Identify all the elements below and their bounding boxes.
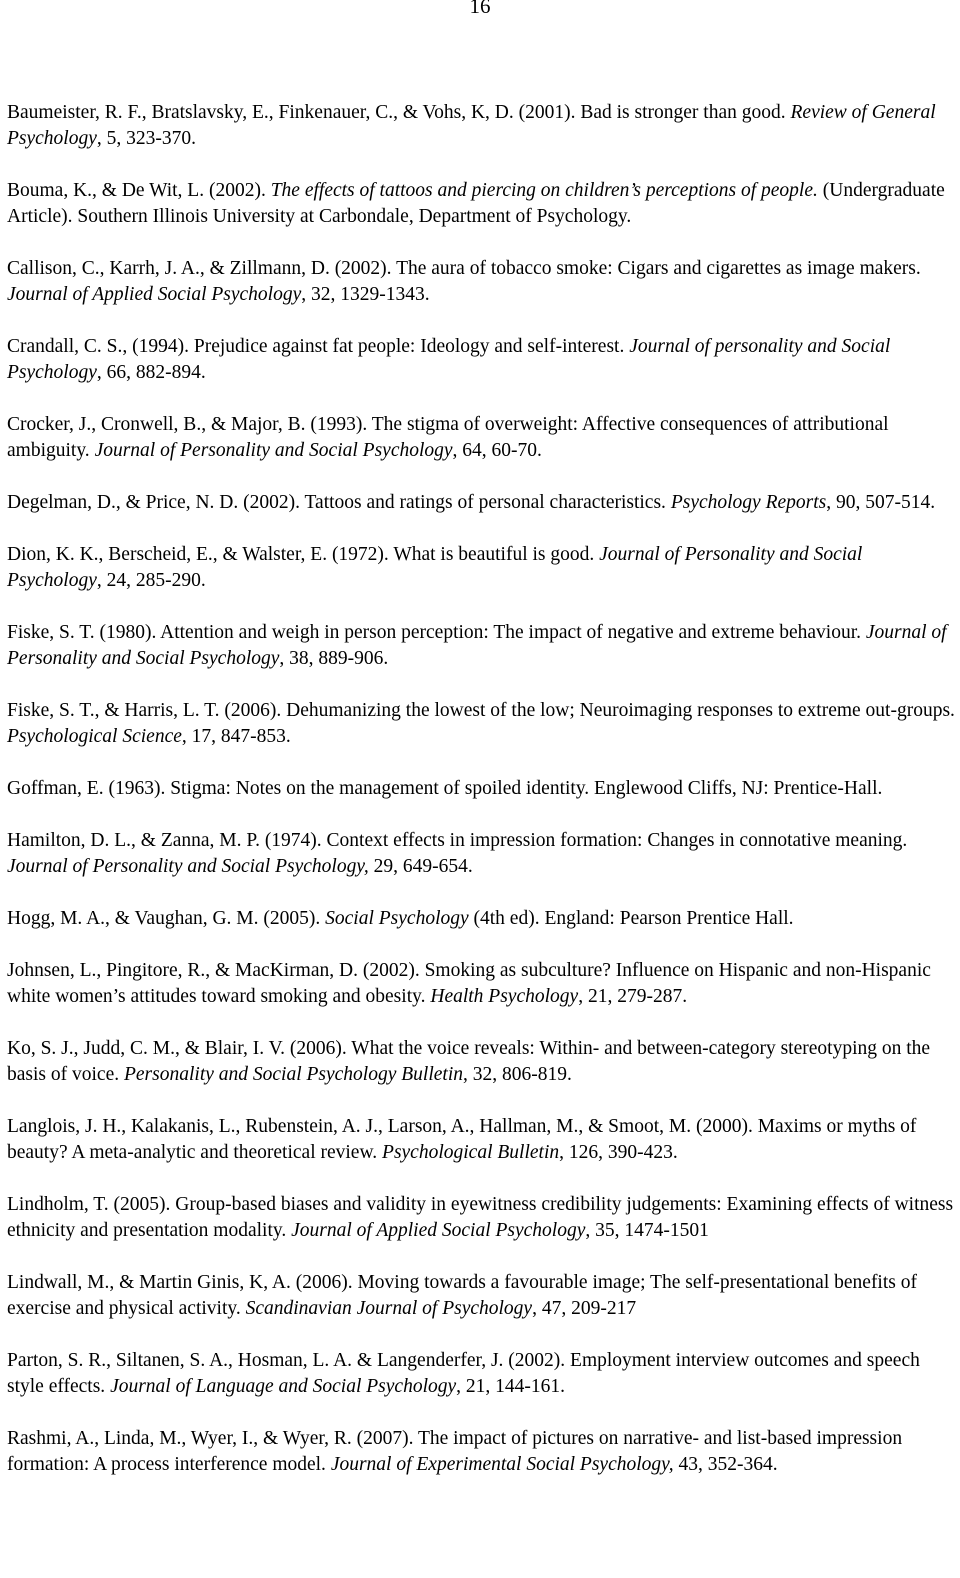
reference-text: Hogg, M. A., & Vaughan, G. M. (2005). bbox=[7, 908, 326, 929]
reference-details: , 64, 60-70. bbox=[452, 440, 542, 461]
journal-title: Journal of Personality and Social Psychology bbox=[94, 440, 453, 461]
reference-details: 29, 649-654. bbox=[368, 856, 473, 877]
reference-details: 43, 352-364. bbox=[673, 1454, 778, 1475]
reference-text: Langlois, J. H., Kalakanis, L., Rubenstein, A. J., Larson, A., Hallman, M., & Smoot, M. (2000). Maxims or myths of beauty? A meta-analytic and theoretical review. bbox=[7, 1116, 917, 1163]
journal-title: Journal of Personality and Social Psychology, bbox=[7, 856, 369, 877]
reference-details: , 90, 507-514. bbox=[826, 492, 936, 513]
reference-details: , 38, 889-906. bbox=[279, 648, 389, 669]
reference-entry bbox=[7, 958, 957, 1010]
reference-details: , 32, 1329-1343. bbox=[301, 284, 430, 305]
reference-details: , 126, 390-423. bbox=[559, 1142, 678, 1163]
reference-text: Crandall, C. S., (1994). Prejudice against fat people: Ideology and self-interest. bbox=[7, 336, 630, 357]
reference-details: , 66, 882-894. bbox=[96, 362, 206, 383]
journal-title: Journal of Applied Social Psychology bbox=[7, 284, 302, 305]
reference-entry bbox=[7, 1114, 957, 1166]
reference-entry bbox=[7, 1270, 957, 1322]
reference-entry bbox=[7, 906, 957, 932]
reference-text: Bouma, K., & De Wit, L. (2002). bbox=[7, 180, 271, 201]
reference-text: Fiske, S. T., & Harris, L. T. (2006). Dehumanizing the lowest of the low; Neuroimaging responses to extreme out-groups. bbox=[7, 700, 955, 721]
reference-entry bbox=[7, 698, 957, 750]
journal-title: Health Psychology bbox=[430, 986, 579, 1007]
reference-text: Johnsen, L., Pingitore, R., & MacKirman, D. (2002). Smoking as subculture? Influence on Hispanic and non-Hispanic white women’s attitudes toward smoking and obesity. bbox=[7, 960, 931, 1007]
reference-text: Ko, S. J., Judd, C. M., & Blair, I. V. (2006). What the voice reveals: Within- and between-category stereotyping on the basis of voice. bbox=[7, 1038, 931, 1085]
reference-text: Baumeister, R. F., Bratslavsky, E., Finkenauer, C., & Vohs, K, D. (2001). Bad is stronger than good. bbox=[7, 102, 791, 123]
page-number: 16 bbox=[469, 0, 491, 18]
journal-title: Journal of Experimental Social Psychology, bbox=[330, 1454, 674, 1475]
journal-title: The effects of tattoos and piercing on children’s perceptions of people. bbox=[270, 180, 818, 201]
reference-entry bbox=[7, 490, 957, 516]
reference-list bbox=[7, 100, 957, 1478]
reference-entry bbox=[7, 256, 957, 308]
reference-text: Parton, S. R., Siltanen, S. A., Hosman, L. A. & Langenderfer, J. (2002). Employment interview outcomes and speech style effects. bbox=[7, 1350, 920, 1397]
reference-text: Lindholm, T. (2005). Group-based biases and validity in eyewitness credibility judgements: Examining effects of witness ethnicity and presentation modality. bbox=[7, 1194, 954, 1241]
journal-title: Journal of Personality and Social Psychology bbox=[7, 544, 863, 591]
reference-text: Fiske, S. T. (1980). Attention and weigh in person perception: The impact of negative and extreme behaviour. bbox=[7, 622, 866, 643]
reference-details: , 21, 144-161. bbox=[456, 1376, 566, 1397]
reference-entry bbox=[7, 1036, 957, 1088]
reference-entry bbox=[7, 1426, 957, 1478]
reference-entry bbox=[7, 828, 957, 880]
reference-text: Goffman, E. (1963). Stigma: Notes on the management of spoiled identity. Englewood Cliffs, NJ: Prentice-Hall. bbox=[7, 778, 883, 799]
reference-entry bbox=[7, 100, 957, 152]
journal-title: Scandinavian Journal of Psychology bbox=[245, 1298, 533, 1319]
journal-title: Psychology Reports bbox=[670, 492, 827, 513]
reference-text: Dion, K. K., Berscheid, E., & Walster, E. (1972). What is beautiful is good. bbox=[7, 544, 600, 565]
reference-entry bbox=[7, 334, 957, 386]
reference-details: (4th ed). England: Pearson Prentice Hall. bbox=[468, 908, 794, 929]
reference-details: , 35, 1474-1501 bbox=[585, 1220, 709, 1241]
reference-text: Degelman, D., & Price, N. D. (2002). Tattoos and ratings of personal characteristics. bbox=[7, 492, 671, 513]
journal-title: Psychological Bulletin bbox=[382, 1142, 560, 1163]
reference-entry bbox=[7, 620, 957, 672]
journal-title: Social Psychology bbox=[325, 908, 469, 929]
reference-text: Hamilton, D. L., & Zanna, M. P. (1974). Context effects in impression formation: Changes in connotative meaning. bbox=[7, 830, 908, 851]
reference-details: , 24, 285-290. bbox=[96, 570, 206, 591]
reference-details: , 32, 806-819. bbox=[463, 1064, 572, 1085]
journal-title: Journal of Language and Social Psychology bbox=[110, 1376, 457, 1397]
reference-text: Rashmi, A., Linda, M., Wyer, I., & Wyer, R. (2007). The impact of pictures on narrative- and list-based impression formation: A process interference model. bbox=[7, 1428, 903, 1475]
reference-details: , 47, 209-217 bbox=[532, 1298, 637, 1319]
reference-entry bbox=[7, 776, 957, 802]
journal-title: Journal of Applied Social Psychology bbox=[291, 1220, 586, 1241]
reference-entry bbox=[7, 412, 957, 464]
reference-details: , 21, 279-287. bbox=[578, 986, 688, 1007]
journal-title: Personality and Social Psychology Bulletin bbox=[123, 1064, 463, 1085]
reference-entry bbox=[7, 178, 957, 230]
reference-text: Callison, C., Karrh, J. A., & Zillmann, D. (2002). The aura of tobacco smoke: Cigars and cigarettes as image makers. bbox=[7, 258, 921, 279]
journal-title: Journal of personality and Social Psychology bbox=[7, 336, 891, 383]
journal-title: Journal of Personality and Social Psychology bbox=[7, 622, 947, 669]
reference-text: Crocker, J., Cronwell, B., & Major, B. (1993). The stigma of overweight: Affective consequences of attributional ambiguity. bbox=[7, 414, 889, 461]
journal-title: Review of General Psychology bbox=[7, 102, 936, 149]
reference-entry bbox=[7, 1192, 957, 1244]
reference-entry bbox=[7, 542, 957, 594]
reference-details: , 17, 847-853. bbox=[181, 726, 291, 747]
reference-text: Lindwall, M., & Martin Ginis, K, A. (2006). Moving towards a favourable image; The self-presentational benefits of exercise and physical activity. bbox=[7, 1272, 917, 1319]
reference-entry bbox=[7, 1348, 957, 1400]
reference-details: , 5, 323-370. bbox=[96, 128, 197, 149]
reference-details: (Undergraduate Article). Southern Illinois University at Carbondale, Department of Psychology. bbox=[7, 180, 945, 227]
journal-title: Psychological Science bbox=[7, 726, 182, 747]
